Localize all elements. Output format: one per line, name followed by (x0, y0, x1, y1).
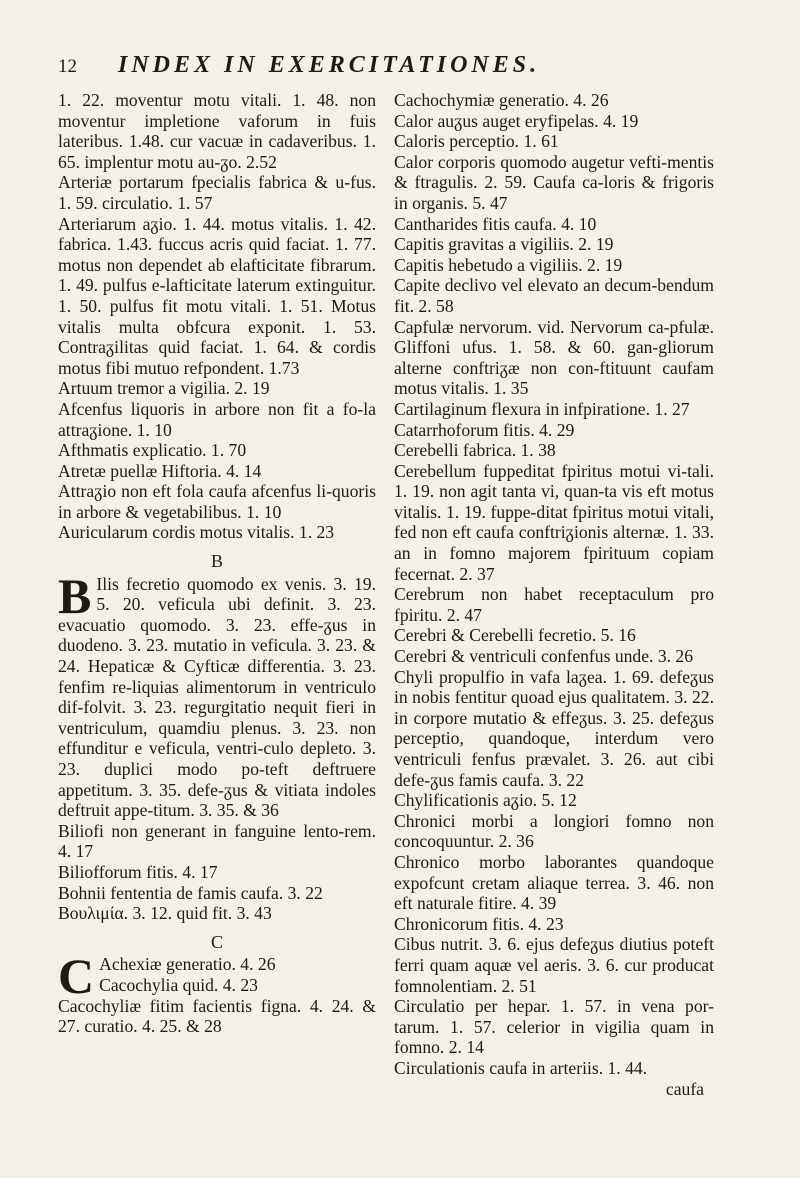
index-entry: Bohnii fententia de famis caufa. 3. 22 (58, 882, 323, 903)
index-entry: Caloris perceptio. 1. 61 (394, 131, 559, 152)
index-entry: Atretæ puellæ Hiftoria. 4. 14 (58, 460, 262, 481)
index-entry: Chyli propulfio in vafa laᵹea. 1. 69. defeᵹus in nobis fentitur quoad ejus qualitatem. 3. 22. in corpore mutatio & effeᵹus. 3. 25. defeᵹus perceptio, quandoque, interdum vero ventriculi fenfus prævalet. 3. 26. aut cibi defe-ᵹus famis caufa. 3. 22 (394, 666, 714, 790)
index-entry: Chronico morbo laborantes quandoque expofcunt cretam aliaque terrea. 3. 46. non eft naturale fitire. 4. 39 (394, 851, 714, 914)
page-number: 12 (58, 56, 77, 77)
index-entry: Cerebrum non habet receptaculum pro fpiritu. 2. 47 (394, 584, 714, 625)
index-entry: Artuum tremor a vigilia. 2. 19 (58, 378, 270, 399)
index-entry: Auricularum cordis motus vitalis. 1. 23 (58, 522, 335, 543)
index-entry: Arteriæ portarum fpecialis fabrica & u-fus. 1. 59. circulatio. 1. 57 (58, 172, 376, 213)
drop-cap-c: C (58, 948, 95, 1005)
entry-text: Ilis fecretio quomodo ex venis. 3. 19. 5. 20. veficula ubi definit. 3. 23. evacuatio quomodo. 3. 23. effe-ᵹus in duodeno. 3. 23. mutatio in veficula. 3. 23. & 24. Hepaticæ & Cyfticæ differentia. 3. 23. fenfim re-liquias alimentorum in ventriculo dif-folvit. 3. 23. regurgitatio nequit fieri in ventriculum, quamdiu plenus. 3. 23. non effunditur e veficula, ventri-culo depleto. 3. 23. duplici modo po-teft deftruere appetitum. 3. 35. defe-ᵹus & vitiata indoles deftruit appe-titum. 3. 35. & 36 (58, 573, 376, 821)
index-entry: Arteriarum aᵹio. 1. 44. motus vitalis. 1. 42. fabrica. 1.43. fuccus acris quid faciat. 1. 77. motus non dependet ab elafticitate fibrarum. 1. 49. pulfus e-lafticitate laterum extinguitur. 1. 50. pulfus fit motu vitali. 1. 51. Motus vitalis multa obfcura exponit. 1. 53. Contraᵹilitas quid faciat. 1. 64. & cordis motus fibi mutuo refpondent. 1.73 (58, 213, 376, 378)
index-entry: 1. 22. moventur motu vitali. 1. 48. non moventur impletione vaforum in fuis lateribus. 1.48. cur vacuæ in cadaveribus. 1. 65. implentur motu au-ᵹo. 2.52 (58, 90, 376, 172)
index-entry: Cacochyliæ fitim facientis figna. 4. 24. & 27. curatio. 4. 25. & 28 (58, 995, 376, 1037)
index-entry: Cartilaginum flexura in infpiratione. 1. 27 (394, 398, 690, 419)
index-entry: Attraᵹio non eft fola caufa afcenfus li-quoris in arbore & vegetabilibus. 1. 10 (58, 481, 376, 522)
index-entry: Afthmatis explicatio. 1. 70 (58, 440, 247, 461)
index-entry: Chronicorum fitis. 4. 23 (394, 913, 564, 934)
index-entry: Capfulæ nervorum. vid. Nervorum ca-pfulæ. Gliffoni ufus. 1. 58. & 60. gan-gliorum alterne conftriᵹæ non con-ftituunt caufam motus vitalis. 1. 35 (394, 316, 714, 399)
section-letter-b: B (210, 551, 223, 572)
index-entry: Catarrhoforum fitis. 4. 29 (394, 419, 575, 440)
entry-text: Cacochylia quid. 4. 23 (99, 974, 258, 995)
index-entry: Cerebelli fabrica. 1. 38 (394, 440, 556, 461)
index-entry: Chylificationis aᵹio. 5. 12 (394, 790, 577, 811)
index-entry: Afcenfus liquoris in arbore non fit a fo-la attraᵹione. 1. 10 (58, 398, 376, 440)
entry-text: Achexiæ generatio. 4. 26 (99, 954, 276, 975)
page-header (58, 52, 748, 86)
index-entry: Cerebri & ventriculi confenfus unde. 3. 26 (394, 646, 694, 667)
index-entry: Calor auᵹus auget eryfipelas. 4. 19 (394, 110, 639, 131)
index-entry: Capitis hebetudo a vigiliis. 2. 19 (394, 254, 623, 275)
index-entry: Capitis gravitas a vigiliis. 2. 19 (394, 234, 614, 255)
index-entry: Circulationis caufa in arteriis. 1. 44. (394, 1057, 648, 1078)
catchword: caufa (665, 1078, 704, 1099)
drop-cap-b: B (58, 567, 92, 624)
index-entry: Cibus nutrit. 3. 6. ejus defeᵹus diutius poteft ferri quam aquæ vel aeris. 3. 6. cur producat fomnolentiam. 2. 51 (394, 934, 714, 996)
index-entry: Capite declivo vel elevato an decum-bendum fit. 2. 58 (394, 275, 714, 316)
right-column (394, 90, 714, 1099)
index-entry: Circulatio per hepar. 1. 57. in vena por-tarum. 1. 57. celerior in vigilia quam in fomno. 2. 14 (394, 996, 714, 1058)
section-letter-c: C (210, 931, 223, 952)
index-entry: Cantharides fitis caufa. 4. 10 (394, 213, 597, 234)
index-entry: Cachochymiæ generatio. 4. 26 (394, 90, 609, 110)
index-entry: Biliofi non generant in fanguine lento-rem. 4. 17 (58, 820, 376, 862)
index-entry: Cerebri & Cerebelli fecretio. 5. 16 (394, 625, 636, 646)
left-column (58, 90, 376, 1037)
index-entry: Βουλιμία. 3. 12. quid fit. 3. 43 (58, 903, 272, 924)
index-entry: Chronici morbi a longiori fomno non concoquuntur. 2. 36 (394, 810, 714, 852)
running-head: INDEX IN EXERCITATIONES. (118, 52, 541, 78)
index-entry: Cerebellum fuppeditat fpiritus motui vi-tali. 1. 19. non agit tanta vi, quan-ta vis eft motus vitalis. 1. 19. fuppe-ditat fpiritus motui vitali, fed non eft caufa conftriᵹionis alternæ. 1. 33. an in fomno majorem fpirituum copiam fecernat. 2. 37 (394, 460, 714, 584)
index-entry: Calor corporis quomodo augetur vefti-mentis & ftragulis. 2. 59. Caufa ca-loris & frigoris in organis. 5. 47 (394, 151, 714, 213)
index-entry-cachexia (58, 948, 376, 1005)
index-entry: Biliofforum fitis. 4. 17 (58, 861, 218, 882)
index-entry-bilis (58, 567, 376, 821)
